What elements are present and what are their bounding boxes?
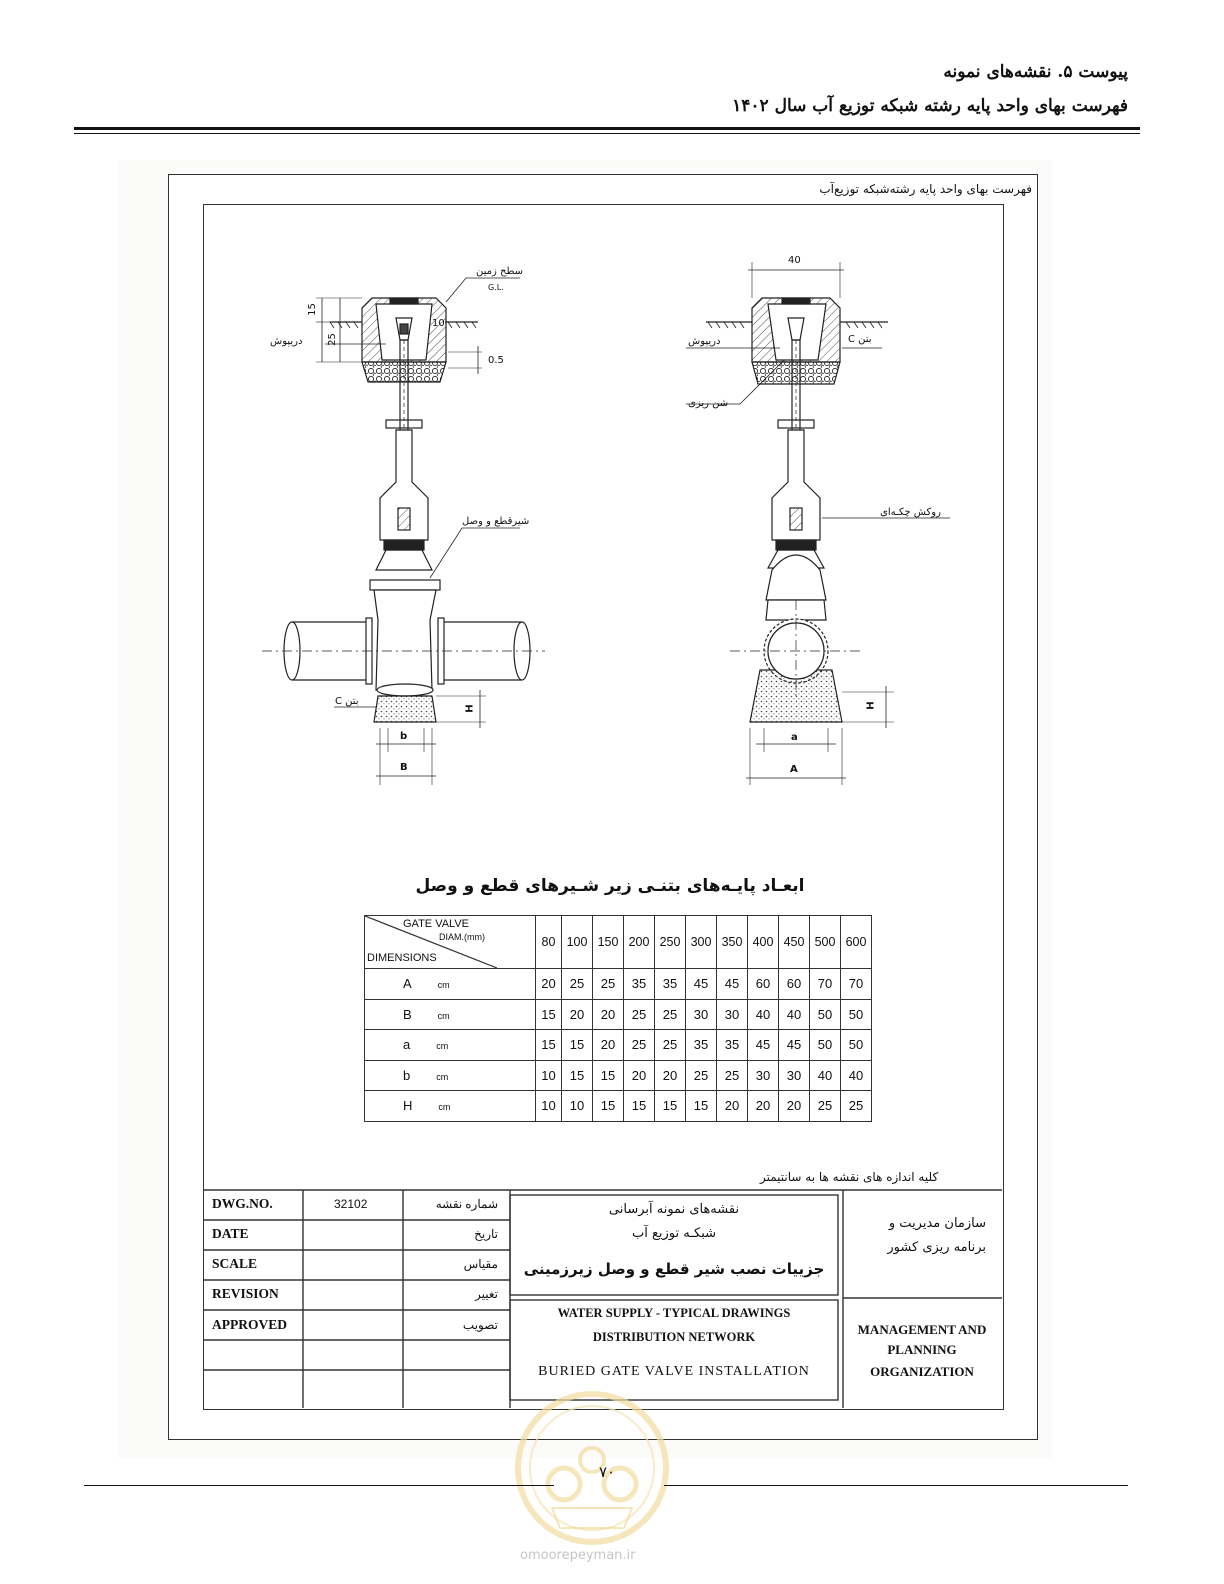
scale-label: SCALE — [212, 1256, 258, 1271]
diameter-cell: 450 — [779, 916, 810, 969]
table-cell: 15 — [536, 1030, 562, 1061]
date-label: DATE — [212, 1226, 249, 1241]
dim-15-label: 15 — [306, 303, 318, 316]
table-cell: 25 — [841, 1091, 872, 1122]
dim-B-label: B — [400, 762, 408, 773]
revision-label: REVISION — [212, 1286, 279, 1301]
row-label-cell — [365, 969, 536, 1000]
table-cell: 30 — [748, 1060, 779, 1091]
fa-title-line-2: شبکـه توزیع آب — [631, 1226, 717, 1241]
dim-b-label: b — [400, 731, 408, 742]
table-row — [365, 999, 872, 1030]
org-fa-line-2: برنامه ریزی کشور — [887, 1240, 986, 1255]
table-cell: 15 — [562, 1030, 593, 1061]
revision-fa: تغییر — [475, 1287, 498, 1301]
table-cell: 40 — [748, 999, 779, 1030]
table-cell: 40 — [779, 999, 810, 1030]
table-cell: 25 — [624, 1030, 655, 1061]
table-cell: 45 — [717, 969, 748, 1000]
dwg-no-label: DWG.NO. — [212, 1196, 273, 1211]
footer-rule-left — [84, 1485, 554, 1486]
row-label-cell — [365, 1060, 536, 1091]
gravel-label: شن ریزی — [688, 398, 729, 409]
table-cell: 15 — [593, 1060, 624, 1091]
date-fa: تاریخ — [474, 1227, 498, 1241]
table-cell: 20 — [748, 1091, 779, 1122]
table-cell: 25 — [624, 999, 655, 1030]
table-cell: 20 — [655, 1060, 686, 1091]
table-cell: 30 — [686, 999, 717, 1030]
org-en-line-2: PLANNING — [887, 1342, 957, 1357]
table-cell: 25 — [686, 1060, 717, 1091]
table-cell: 25 — [655, 999, 686, 1030]
gl-label: G.L. — [488, 283, 504, 292]
en-title-line-1: WATER SUPPLY - TYPICAL DRAWINGS — [557, 1306, 791, 1320]
sheet-caption: فهرست بهای واحد پایه رشته‌شبکه توزیع‌آب — [819, 182, 1032, 196]
table-cell: 15 — [536, 999, 562, 1030]
watermark-url: omoorepeyman.ir — [520, 1548, 636, 1563]
row-unit: cm — [436, 1041, 449, 1052]
row-label: a — [403, 1037, 411, 1053]
en-title-line-3: BURIED GATE VALVE INSTALLATION — [538, 1364, 810, 1379]
row-unit: cm — [438, 1102, 451, 1113]
table-cell: 45 — [686, 969, 717, 1000]
scale-fa: مقیاس — [463, 1257, 498, 1271]
table-cell: 10 — [536, 1060, 562, 1091]
dim-25-label: 25 — [326, 333, 338, 346]
table-cell: 70 — [841, 969, 872, 1000]
table-cell: 25 — [655, 1030, 686, 1061]
table-cell: 50 — [810, 999, 841, 1030]
table-cell: 35 — [624, 969, 655, 1000]
diameter-cell: 350 — [717, 916, 748, 969]
diameter-cell: 80 — [536, 916, 562, 969]
right-concrete-label: بتن C — [848, 334, 872, 345]
corner-diam: DIAM.(mm) — [439, 932, 485, 942]
row-label: B — [403, 1006, 412, 1022]
table-cell: 20 — [624, 1060, 655, 1091]
org-en-line-1: MANAGEMENT AND — [857, 1322, 987, 1337]
approved-fa: تصویب — [462, 1318, 498, 1332]
table-cell: 50 — [841, 1030, 872, 1061]
ground-level-label: سطح زمین — [476, 266, 524, 277]
table-cell: 35 — [686, 1030, 717, 1061]
dim-10-label: 10 — [432, 318, 445, 329]
table-cell: 45 — [748, 1030, 779, 1061]
left-dim-H-label: H — [464, 704, 476, 713]
table-cell: 20 — [779, 1091, 810, 1122]
appendix-title: پیوست ۵. نقشه‌های نمونه — [943, 62, 1128, 82]
table-cell: 20 — [593, 1030, 624, 1061]
corner-gate-valve: GATE VALVE — [403, 918, 470, 930]
row-label: b — [403, 1067, 411, 1083]
row-label-cell — [365, 1091, 536, 1122]
table-cell: 60 — [779, 969, 810, 1000]
approved-label: APPROVED — [212, 1317, 287, 1332]
row-label-cell — [365, 999, 536, 1030]
table-cell: 20 — [593, 999, 624, 1030]
diameter-cell: 300 — [686, 916, 717, 969]
dwg-no-value: 32102 — [334, 1197, 368, 1211]
table-row — [365, 1060, 872, 1091]
table-cell: 25 — [810, 1091, 841, 1122]
diameter-cell: 600 — [841, 916, 872, 969]
diameter-cell: 200 — [624, 916, 655, 969]
table-cell: 20 — [562, 999, 593, 1030]
diameter-cell: 500 — [810, 916, 841, 969]
table-row — [365, 1091, 872, 1122]
corner-dimensions: DIMENSIONS — [367, 952, 437, 964]
table-cell: 50 — [841, 999, 872, 1030]
units-note: کلیه اندازه های نقشه ها به سانتیمتر — [760, 1170, 939, 1184]
table-cell: 60 — [748, 969, 779, 1000]
table-cell: 25 — [562, 969, 593, 1000]
table-cell: 20 — [717, 1091, 748, 1122]
row-unit: cm — [436, 1071, 449, 1082]
table-row — [365, 1030, 872, 1061]
en-title-line-2: DISTRIBUTION NETWORK — [592, 1330, 756, 1344]
table-cell: 20 — [536, 969, 562, 1000]
table-cell: 15 — [686, 1091, 717, 1122]
table-cell: 15 — [655, 1091, 686, 1122]
table-header-row — [365, 916, 872, 969]
diameter-cell: 250 — [655, 916, 686, 969]
diameter-cell: 100 — [562, 916, 593, 969]
table-cell: 45 — [779, 1030, 810, 1061]
table-cell: 30 — [717, 999, 748, 1030]
table-cell: 15 — [593, 1091, 624, 1122]
sleeve-label: روکش چکـه‌ای — [880, 507, 941, 518]
dim-40-label: 40 — [788, 255, 801, 266]
table-cell: 25 — [593, 969, 624, 1000]
table-cell: 40 — [841, 1060, 872, 1091]
row-label-cell — [365, 1030, 536, 1061]
table-corner-cell — [365, 916, 536, 969]
dimension-table — [364, 915, 872, 1122]
table-cell: 40 — [810, 1060, 841, 1091]
footer-rule-right — [664, 1485, 1128, 1486]
dim-a-label: a — [791, 732, 798, 743]
left-concrete-label: بتن C — [335, 696, 359, 707]
diameter-cell: 400 — [748, 916, 779, 969]
dim-05-label: 0.5 — [488, 355, 504, 366]
fa-title-line-1: نقشه‌های نمونه آبرسانی — [608, 1202, 740, 1217]
table-cell: 15 — [624, 1091, 655, 1122]
table-cell: 35 — [717, 1030, 748, 1061]
gate-valve-label: شیرقطع و وصل — [462, 516, 530, 527]
row-label: H — [403, 1098, 413, 1114]
table-cell: 15 — [562, 1060, 593, 1091]
dwg-no-fa: شماره نقشه — [435, 1197, 498, 1211]
table-cell: 35 — [655, 969, 686, 1000]
right-dim-H-label: H — [865, 701, 877, 710]
table-cell: 30 — [779, 1060, 810, 1091]
right-elevation — [686, 262, 950, 785]
diameter-cell: 150 — [593, 916, 624, 969]
left-cover-label: دریپوش — [270, 336, 303, 347]
table-cell: 10 — [562, 1091, 593, 1122]
row-unit: cm — [437, 1010, 450, 1021]
table-cell: 50 — [810, 1030, 841, 1061]
org-fa-line-1: سازمان مدیریت و — [888, 1216, 986, 1231]
table-cell: 10 — [536, 1091, 562, 1122]
fa-title-line-3: جزییات نصب شیر قطع و وصل زیرزمینی — [523, 1260, 825, 1278]
table-title: ابعـاد پایـه‌های بتنـی زیر شـیرهای قطع و وصل — [415, 876, 805, 896]
right-cover-label: دریپوش — [688, 336, 721, 347]
row-unit: cm — [437, 980, 450, 991]
org-en-line-3: ORGANIZATION — [870, 1364, 974, 1379]
dim-A-label: A — [790, 764, 798, 775]
table-row — [365, 969, 872, 1000]
document-title: فهرست بهای واحد پایه رشته شبکه توزیع آب سال ۱۴۰۲ — [732, 96, 1128, 116]
row-label: A — [403, 976, 412, 992]
page-number: ۷۰ — [598, 1463, 616, 1481]
table-cell: 25 — [717, 1060, 748, 1091]
table-cell: 70 — [810, 969, 841, 1000]
